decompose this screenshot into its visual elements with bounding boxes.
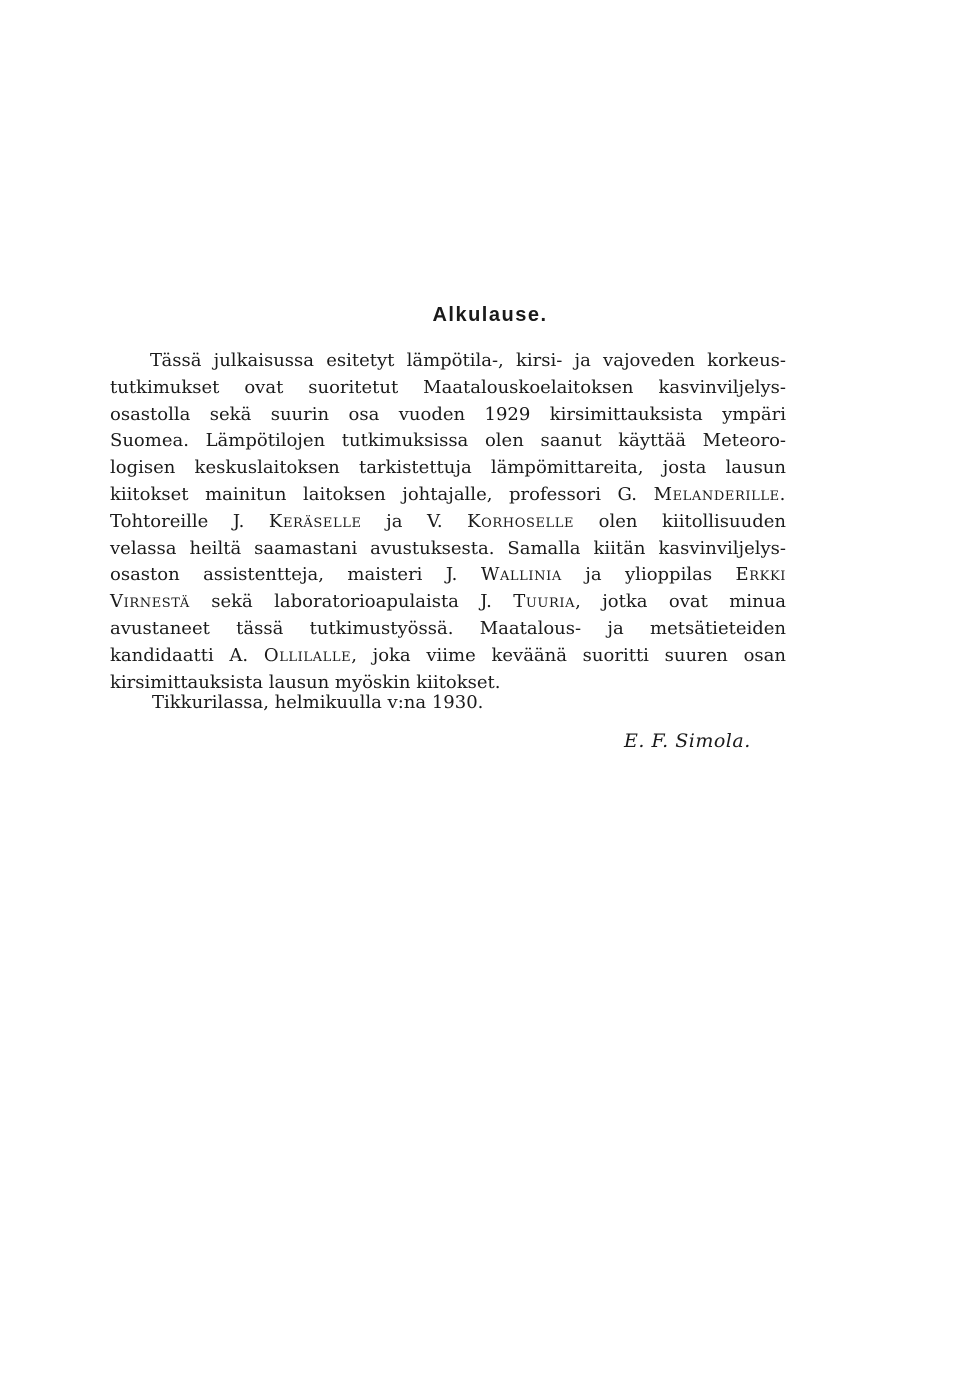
text-segment: ja ylioppilas [561,564,736,586]
page-title: Alkulause. [432,304,548,326]
text-segment: avustaneet tässä tutkimustyössä. Maatalous- ja metsätieteiden [110,617,786,639]
text-segment: sekä laboratorioapulaista J. [189,591,514,613]
paragraph-line [110,455,786,482]
text-segment: osastolla sekä suurin osa vuoden 1929 kirsimittauksista ympäri [110,403,786,425]
text-segment: ja V. [361,510,468,532]
text-segment: tutkimukset ovat suoritetut Maatalouskoelaitoksen kasvinviljelys- [110,376,786,398]
paragraph-line [110,536,786,563]
paragraph-line [110,509,786,536]
text-segment: Suomea. Lämpötilojen tutkimuksissa olen saanut käyttää Meteoro- [110,430,786,452]
foreword-paragraph [110,348,786,696]
text-segment: Tohtoreille J. [110,510,269,532]
paragraph-line [110,482,786,509]
person-name: Korhoselle [467,510,575,532]
text-segment: osaston assistentteja, maisteri J. [110,564,481,586]
paragraph-line [110,375,786,402]
person-name: Wallinia [480,564,562,586]
text-segment: olen kiitollisuuden [574,510,786,532]
person-name: Ollilalle [263,644,352,666]
text-segment: kandidaatti A. [110,644,264,666]
person-name: Tuuria [513,591,576,613]
paragraph-line [110,589,786,616]
paragraph-line [110,348,786,375]
paragraph-line [110,616,786,643]
text-segment: , jotka ovat minua [575,591,787,613]
person-name: Keräselle [268,510,362,532]
person-name: Melanderille. [653,483,786,505]
text-segment: kirsimittauksista lausun myöskin kiitokset. [110,671,501,693]
person-name: Erkki [735,564,786,586]
text-segment: Tässä julkaisussa esitetyt lämpötila-, kirsi- ja vajoveden korkeus- [150,350,786,371]
paragraph-line [110,562,786,589]
text-segment: velassa heiltä saamastani avustuksesta. Samalla kiitän kasvinviljelys- [110,537,786,559]
text-segment: logisen keskuslaitoksen tarkistettuja lämpömittareita, josta lausun [110,457,786,479]
person-name: Virnestä [110,591,190,613]
author-signature: E. F. Simola. [624,730,751,752]
text-segment: kiitokset mainitun laitoksen johtajalle, professori G. [110,483,654,505]
paragraph-line [110,643,786,670]
paragraph-line [110,428,786,455]
date-line: Tikkurilassa, helmikuulla v:na 1930. [152,692,484,713]
text-segment: , joka viime keväänä suoritti suuren osan [351,644,786,666]
paragraph-line [110,402,786,429]
